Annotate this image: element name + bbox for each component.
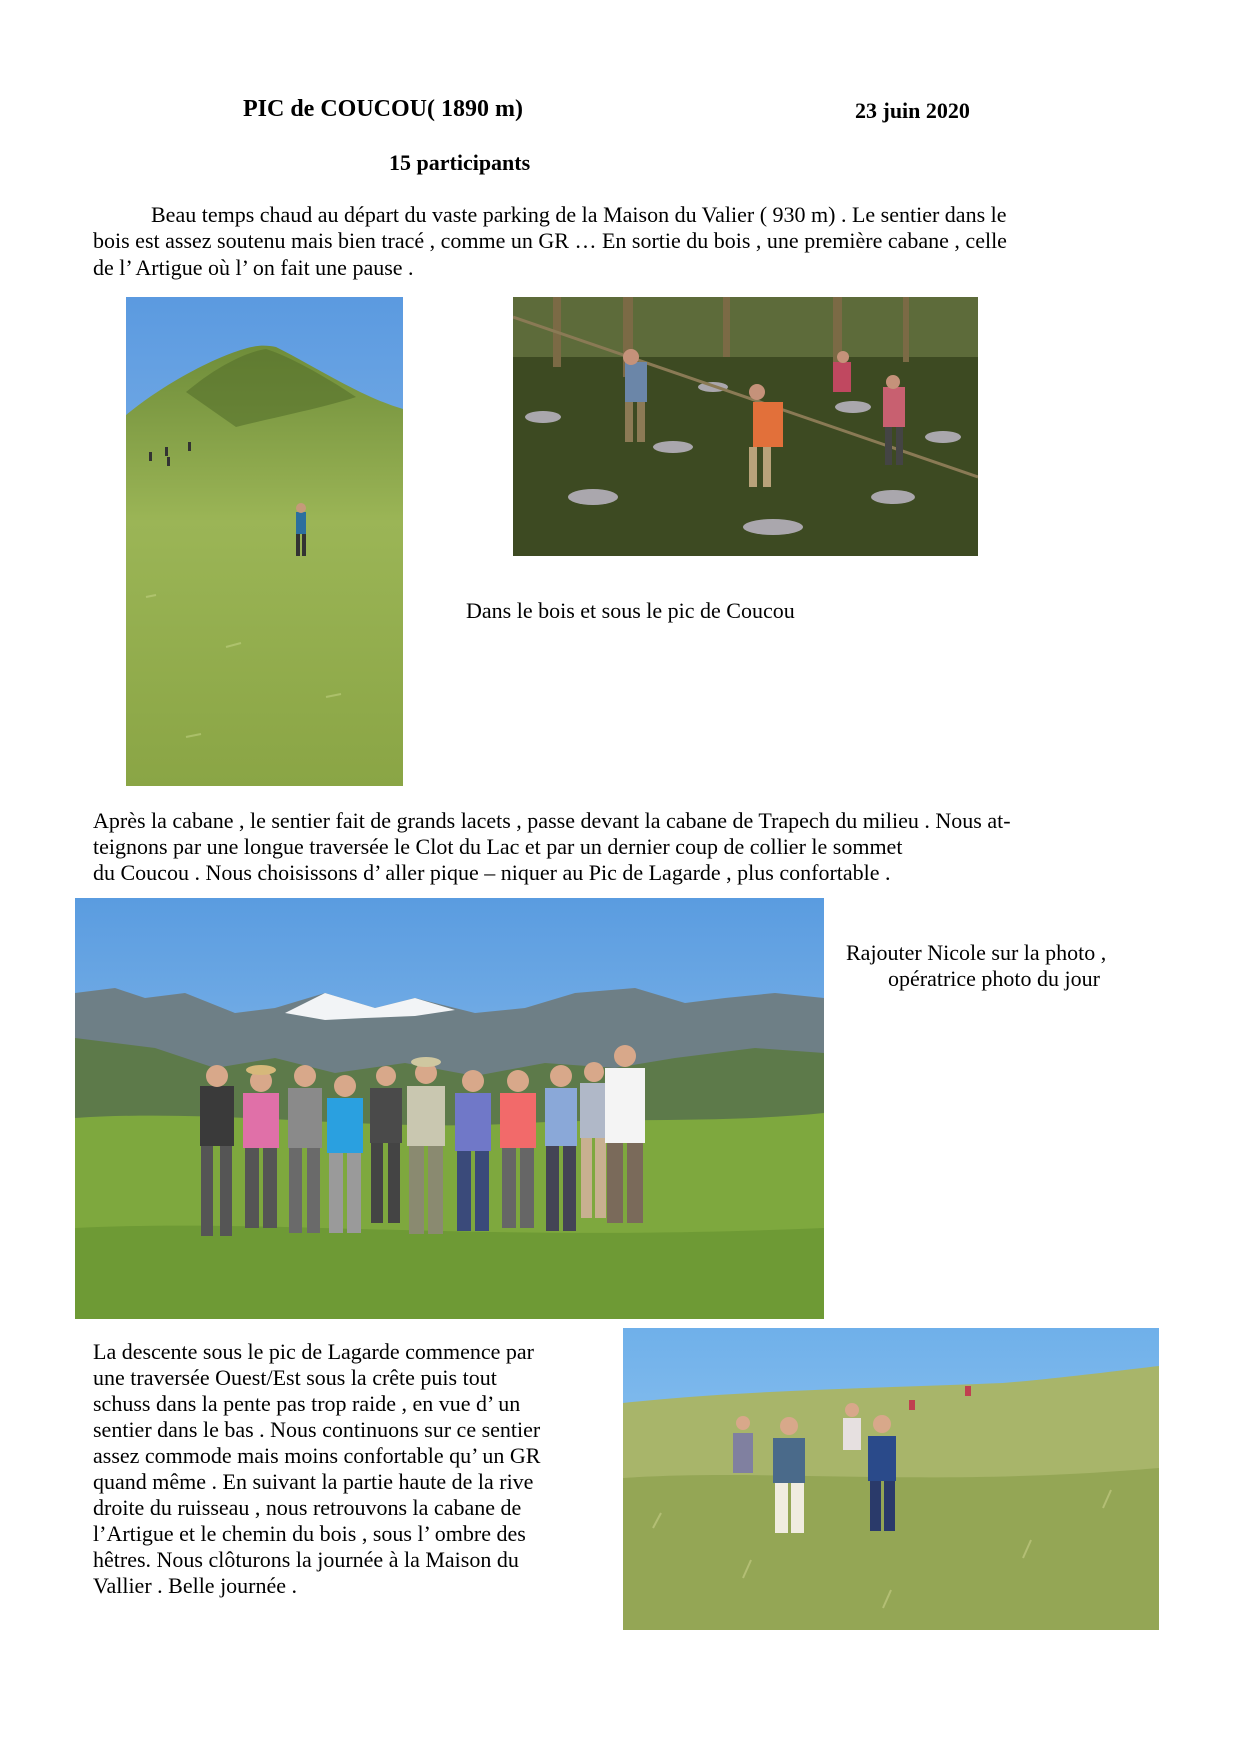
participants-count: 15 participants [389, 150, 531, 175]
para3-line: une traversée Ouest/Est sous la crête puis tout [93, 1365, 497, 1390]
photo-note: Rajouter Nicole sur la photo , [846, 940, 1107, 965]
photo-group [75, 898, 824, 1319]
para3-line: sentier dans le bas . Nous continuons sur ce sentier [93, 1417, 541, 1442]
photo-mountain-slope [126, 297, 403, 786]
photo-note: opératrice photo du jour [888, 966, 1100, 991]
photo-descent [623, 1328, 1159, 1630]
photo-forest-hikers [513, 297, 978, 556]
intro-line: Beau temps chaud au départ du vaste parking de la Maison du Valier ( 930 m) . Le sentier dans le [151, 202, 1007, 227]
para2-line: du Coucou . Nous choisissons d’ aller pique – niquer au Pic de Lagarde , plus confortable . [93, 860, 891, 885]
date: 23 juin 2020 [855, 98, 970, 123]
para3-line: droite du ruisseau , nous retrouvons la cabane de [93, 1495, 522, 1520]
para3-line: Vallier . Belle journée . [93, 1573, 298, 1598]
para3-line: l’Artigue et le chemin du bois , sous l’ ombre des [93, 1521, 526, 1546]
para3-line: hêtres. Nous clôturons la journée à la Maison du [93, 1547, 519, 1572]
para2-line: Après la cabane , le sentier fait de grands lacets , passe devant la cabane de Trapech du milieu . Nous at- [93, 808, 1011, 833]
intro-line: bois est assez soutenu mais bien tracé , comme un GR … En sortie du bois , une première cabane , celle [93, 228, 1007, 253]
para3-line: quand même . En suivant la partie haute de la rive [93, 1469, 534, 1494]
page-title: PIC de COUCOU( 1890 m) [243, 96, 523, 122]
para3-line: assez commode mais moins confortable qu’ un GR [93, 1443, 541, 1468]
para2-line: teignons par une longue traversée le Clot du Lac et par un dernier coup de collier le sommet [93, 834, 903, 859]
para3-line: schuss dans la pente pas trop raide , en vue d’ un [93, 1391, 521, 1416]
photo-caption: Dans le bois et sous le pic de Coucou [466, 598, 795, 623]
intro-line: de l’ Artigue où l’ on fait une pause . [93, 255, 414, 280]
para3-line: La descente sous le pic de Lagarde commence par [93, 1339, 535, 1364]
